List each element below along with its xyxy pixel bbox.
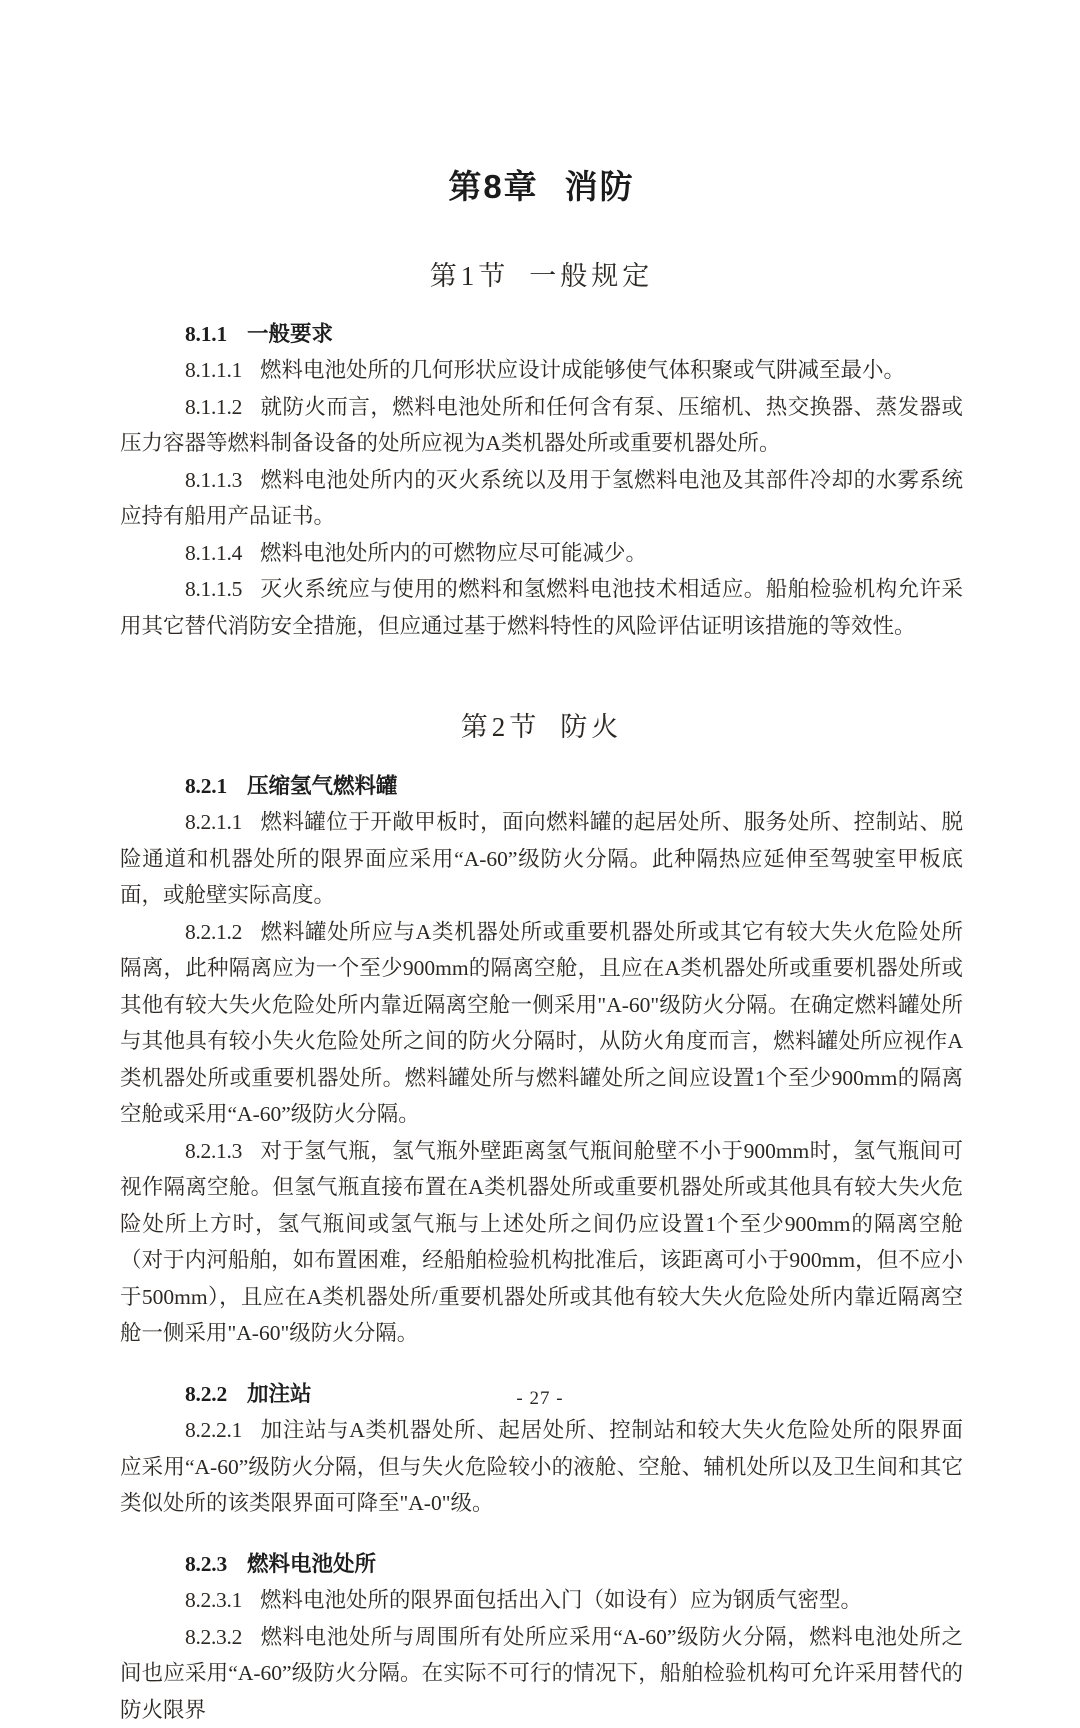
paragraph-number: 8.2.1.3 [185,1138,243,1163]
chapter-title [120,0,963,209]
paragraph-8-2-1-2 [120,914,963,1133]
paragraph-text: 就防火而言，燃料电池处所和任何含有泵、压缩机、热交换器、蒸发器或压力容器等燃料制备设备的处所应视为A类机器处所或重要机器处所。 [120,394,963,456]
subheading-number: 8.2.1 [185,773,228,798]
paragraph-number: 8.2.1.1 [185,810,243,835]
subheading-8-2-3 [120,1546,963,1583]
section-2-prefix: 第 [460,712,492,743]
chapter-prefix: 第 [448,168,484,205]
section-1-unit: 节 [478,260,510,291]
paragraph-number: 8.2.3.2 [185,1624,243,1649]
subheading-8-1-1 [120,316,963,353]
subheading-label: 燃料电池处所 [247,1551,377,1576]
paragraph-number: 8.1.1.1 [185,358,243,383]
section-title-2 [120,644,963,745]
subheading-number: 8.2.2 [185,1381,228,1406]
paragraph-8-2-1-3 [120,1133,963,1352]
chapter-name: 消防 [564,168,635,205]
paragraph-8-2-3-1 [120,1582,963,1619]
subheading-label: 加注站 [247,1381,312,1406]
section-1-prefix: 第 [429,260,461,291]
paragraph-number: 8.1.1.5 [185,577,243,602]
section-2-number: 2 [491,712,510,743]
paragraph-8-1-1-3 [120,462,963,535]
subheading-number: 8.1.1 [185,321,228,346]
paragraph-text: 燃料罐位于开敞甲板时，面向燃料罐的起居处所、服务处所、控制站、脱险通道和机器处所的限界面应采用“A-60”级防火分隔。此种隔热应延伸至驾驶室甲板底面，或舱壁实际高度。 [120,810,963,908]
section-2-unit: 节 [509,712,541,743]
paragraph-number: 8.1.1.4 [185,540,243,565]
paragraph-text: 燃料电池处所的限界面包括出入门（如设有）应为钢质气密型。 [260,1588,863,1613]
paragraph-number: 8.2.1.2 [185,919,243,944]
paragraph-text: 燃料电池处所的几何形状应设计成能够使气体积聚或气阱减至最小。 [260,358,906,383]
paragraph-text: 燃料电池处所与周围所有处所应采用“A-60”级防火分隔，燃料电池处所之间也应采用“A-60”级防火分隔。在实际不可行的情况下，船舶检验机构可允许采用替代的防火限界 [120,1624,963,1722]
paragraph-8-2-1-1 [120,804,963,914]
paragraph-8-1-1-5 [120,571,963,644]
paragraph-text: 对于氢气瓶，氢气瓶外壁距离氢气瓶间舱壁不小于900mm时，氢气瓶间可视作隔离空舱。但氢气瓶直接布置在A类机器处所或重要机器处所或其他具有较大失火危险处所上方时，氢气瓶间或氢气瓶与上述处所之间仍应设置1个至少900mm的隔离空舱（对于内河船舶，如布置困难，经船舶检验机构批准后，该距离可小于900mm，但不应小于500mm），且应在A类机器处所/重要机器处所或其他有较大失火危险处所内靠近隔离空舱一侧采用"A-60"级防火分隔。 [120,1138,963,1346]
subheading-label: 一般要求 [247,321,334,346]
section-2-name: 防火 [560,712,623,743]
subheading-number: 8.2.3 [185,1551,228,1576]
subheading-8-2-1 [120,768,963,805]
page-number-footer: - 27 - [516,1388,564,1409]
paragraph-8-1-1-1 [120,352,963,389]
section-1-name: 一般规定 [529,260,654,291]
paragraph-text: 燃料电池处所内的可燃物应尽可能减少。 [260,540,648,565]
paragraph-number: 8.2.3.1 [185,1588,243,1613]
paragraph-number: 8.1.1.2 [185,394,243,419]
paragraph-8-2-2-1 [120,1412,963,1522]
paragraph-text: 加注站与A类机器处所、起居处所、控制站和较大失火危险处所的限界面应采用“A-60”级防火分隔，但与失火危险较小的液舱、空舱、辅机处所以及卫生间和其它类似处所的该类限界面可降至"A-0"级。 [120,1418,963,1516]
paragraph-number: 8.2.2.1 [185,1418,243,1443]
page-content [120,0,963,1728]
paragraph-text: 燃料电池处所内的灭火系统以及用于氢燃料电池及其部件冷却的水雾系统应持有船用产品证书。 [120,467,963,529]
paragraph-text: 燃料罐处所应与A类机器处所或重要机器处所或其它有较大失火危险处所隔离，此种隔离应为一个至少900mm的隔离空舱，且应在A类机器处所或重要机器处所或其他有较大失火危险处所内靠近隔离空舱一侧采用"A-60"级防火分隔。在确定燃料罐处所与其他具有较小失火危险处所之间的防火分隔时，从防火角度而言，燃料罐处所应视作A类机器处所或重要机器处所。燃料罐处所与燃料罐处所之间应设置1个至少900mm的隔离空舱或采用“A-60”级防火分隔。 [120,919,963,1127]
paragraph-number: 8.1.1.3 [185,467,243,492]
paragraph-8-1-1-4 [120,535,963,572]
section-1-number: 1 [460,260,479,291]
paragraph-text: 灭火系统应与使用的燃料和氢燃料电池技术相适应。船舶检验机构允许采用其它替代消防安全措施，但应通过基于燃料特性的风险评估证明该措施的等效性。 [120,577,963,638]
section-title-1 [120,209,963,294]
subheading-label: 压缩氢气燃料罐 [247,773,398,798]
chapter-unit: 章 [503,168,539,205]
paragraph-8-1-1-2 [120,389,963,462]
paragraph-8-2-3-2 [120,1619,963,1728]
chapter-number: 8 [483,168,504,205]
